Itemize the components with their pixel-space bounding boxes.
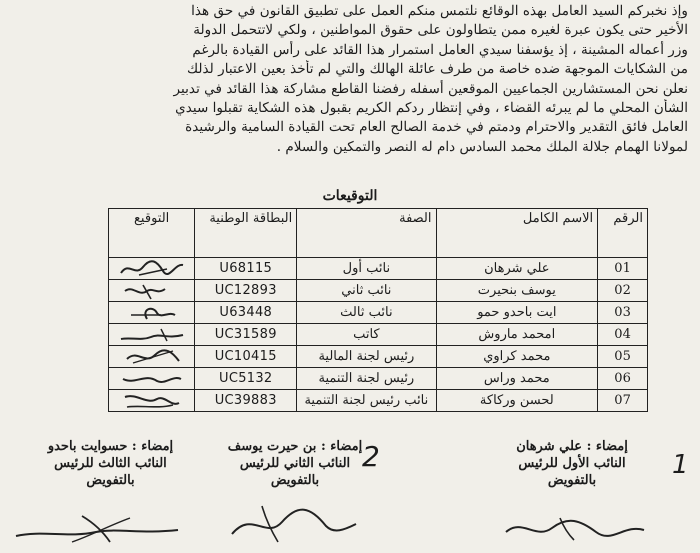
row-id: UC10415 (195, 346, 297, 368)
row-id: U68115 (195, 258, 297, 280)
row-id: UC39883 (195, 390, 297, 412)
table-row (109, 302, 648, 324)
row-num: 05 (598, 346, 648, 368)
row-role: رئيس لجنة التنمية (297, 368, 436, 390)
letter-line: العامل فائق التقدير والاحترام ودمتم في خدمة الصالح العام تحت القيادة السامية والرشيدة (185, 119, 688, 136)
row-signature (109, 258, 195, 280)
letter-line: لمولانا الهمام جلالة الملك محمد السادس دام له النصر والتمكين والسلام . (276, 138, 688, 155)
row-num: 02 (598, 280, 648, 302)
row-signature (109, 346, 195, 368)
row-role: نائب ثاني (297, 280, 436, 302)
handwritten-signature (222, 500, 362, 546)
table-row (109, 346, 648, 368)
row-name: يوسف بنحيرت (436, 280, 598, 302)
row-signature (109, 280, 195, 302)
row-role: رئيس لجنة المالية (297, 346, 436, 368)
letter-line: الشأن المحلي ما لم يبرئه القضاء ، وفي إنتظار ردكم الكريم بقبول هذه الشكاية تقبلوا سيدي (175, 100, 688, 117)
footer-title-line: النائب الأول للرئيس (518, 456, 626, 471)
row-signature (109, 368, 195, 390)
footer-signer-line: إمضاء : حسوايت باحدو (47, 439, 174, 454)
header-id-card: البطاقة الوطنية (195, 209, 297, 258)
footer-mark-2: 2 (362, 440, 380, 473)
row-id: U63448 (195, 302, 297, 324)
footer-mark-1: 1 (672, 450, 689, 480)
letter-line: نعلن نحن المستشارين الجماعيين الموقعين أسفله رفضنا القاطع مشاركة هذا القائد في تدبير (173, 80, 688, 97)
row-num: 06 (598, 368, 648, 390)
letter-line: من الشكايات الموجهة ضده خاصة من طرف عائلة الهالك والتي لم تأخذ بعين الاعتبار لذلك (186, 61, 688, 78)
row-num: 04 (598, 324, 648, 346)
table-row (109, 324, 648, 346)
handwritten-signature (500, 510, 650, 546)
handwritten-signature (117, 281, 187, 301)
footer-signature-third-deputy (8, 438, 213, 489)
row-num: 03 (598, 302, 648, 324)
handwritten-signature (117, 347, 187, 367)
row-signature (109, 324, 195, 346)
handwritten-signature (117, 369, 187, 389)
row-name: ايت باحدو حمو (436, 302, 598, 324)
footer-signature-first-deputy (492, 438, 652, 489)
row-num: 01 (598, 258, 648, 280)
table-row (109, 258, 648, 280)
letter-line: وزر أعماله المشينة ، إذ يؤسفنا سيدي العامل استمرار هذا القائد على رأس القيادة بالرغم (192, 41, 688, 58)
row-role: نائب ثالث (297, 302, 436, 324)
handwritten-signature (117, 391, 187, 411)
row-name: علي شرهان (436, 258, 598, 280)
row-role: كاتب (297, 324, 436, 346)
footer-title-line: النائب الثالث للرئيس (54, 456, 167, 471)
row-name: لحسن وركاكة (436, 390, 598, 412)
table-header-row (109, 209, 648, 258)
footer-signer-line: إمضاء : علي شرهان (516, 439, 628, 454)
row-name: محمد وراس (436, 368, 598, 390)
header-num: الرقم (598, 209, 648, 258)
letter-line: وإذ نخبركم السيد العامل بهذه الوقائع نلتمس منكم العمل على تطبيق القانون في حق هذا (191, 3, 688, 19)
row-name: امحمد ماروش (436, 324, 598, 346)
footer-delegation-line: بالتفويض (86, 473, 135, 488)
footer-delegation-line: بالتفويض (270, 473, 320, 488)
handwritten-signature (12, 508, 182, 548)
row-role: نائب رئيس لجنة التنمية (297, 390, 436, 412)
header-role: الصفة (297, 209, 436, 258)
footer-signature-second-deputy (210, 438, 380, 489)
row-signature (109, 390, 195, 412)
row-role: نائب أول (297, 258, 436, 280)
row-id: UC12893 (195, 280, 297, 302)
footer-signer-line: إمضاء : بن حيرت يوسف (227, 439, 363, 454)
header-signature: التوقيع (109, 209, 195, 258)
row-id: UC5132 (195, 368, 297, 390)
footer-title-line: النائب الثاني للرئيس (239, 456, 351, 471)
signatures-table (108, 208, 648, 412)
footer-delegation-line: بالتفويض (547, 473, 597, 488)
row-signature (109, 302, 195, 324)
signatures-heading: التوقيعات (322, 188, 378, 204)
letter-body (60, 2, 688, 157)
table-row (109, 390, 648, 412)
row-name: محمد كراوي (436, 346, 598, 368)
row-id: UC31589 (195, 324, 297, 346)
handwritten-signature (117, 325, 187, 345)
handwritten-signature (117, 303, 187, 323)
row-num: 07 (598, 390, 648, 412)
handwritten-signature (117, 259, 187, 279)
table-row (109, 280, 648, 302)
header-name: الاسم الكامل (436, 209, 598, 258)
table-row (109, 368, 648, 390)
letter-line: الأخير حتى يكون عبرة لغيره ممن يتطاولون على حقوق المواطنين ، ولكي لاتتحمل الدولة (193, 22, 688, 39)
